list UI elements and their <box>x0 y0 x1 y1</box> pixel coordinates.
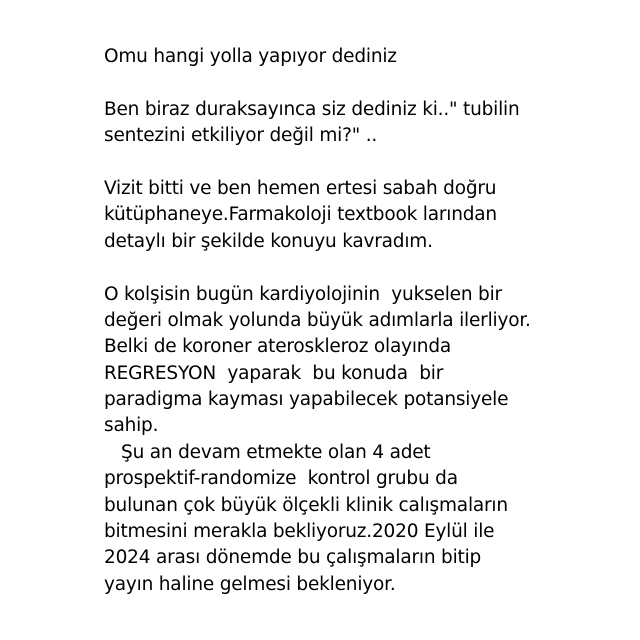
text-line: Vizit bitti ve ben hemen ertesi sabah doğru <box>104 177 497 199</box>
text-line: REGRESYON yaparak bu konuda bir <box>104 362 444 384</box>
text-line: O kolşisin bugün kardiyolojinin yukselen bir <box>104 283 502 305</box>
text-line: Ben biraz duraksayınca siz dediniz ki.." tubilin <box>104 98 520 120</box>
text-line: bulunan çok büyük ölçekli klinik calışmaların <box>104 494 508 516</box>
text-line: yayın haline gelmesi bekleniyor. <box>104 573 396 595</box>
text-line: sentezini etkiliyor değil mi?" .. <box>104 125 378 147</box>
text-line: 2024 arası dönemde bu çalışmaların bitip <box>104 547 482 569</box>
paragraph-spacer <box>104 70 614 96</box>
text-line: sahip. <box>104 415 159 437</box>
text-line: detaylı bir şekilde konuyu kavradım. <box>104 230 433 252</box>
note-text-body <box>104 44 614 598</box>
text-line: Şu an devam etmekte olan 4 adet <box>104 441 431 463</box>
text-line: Belki de koroner ateroskleroz olayında <box>104 336 451 358</box>
text-line: Omu hangi yolla yapıyor dediniz <box>104 46 397 67</box>
text-line: kütüphaneye.Farmakoloji textbook larından <box>104 204 497 226</box>
text-line: bitmesini merakla bekliyoruz.2020 Eylül ile <box>104 521 495 543</box>
text-line: prospektif-randomize kontrol grubu da <box>104 468 458 490</box>
paragraph-spacer <box>104 150 614 176</box>
text-line: paradigma kayması yapabilecek potansiyele <box>104 389 509 411</box>
paragraph-spacer <box>104 255 614 281</box>
text-line: değeri olmak yolunda büyük adımlarla ilerliyor. <box>104 309 531 331</box>
